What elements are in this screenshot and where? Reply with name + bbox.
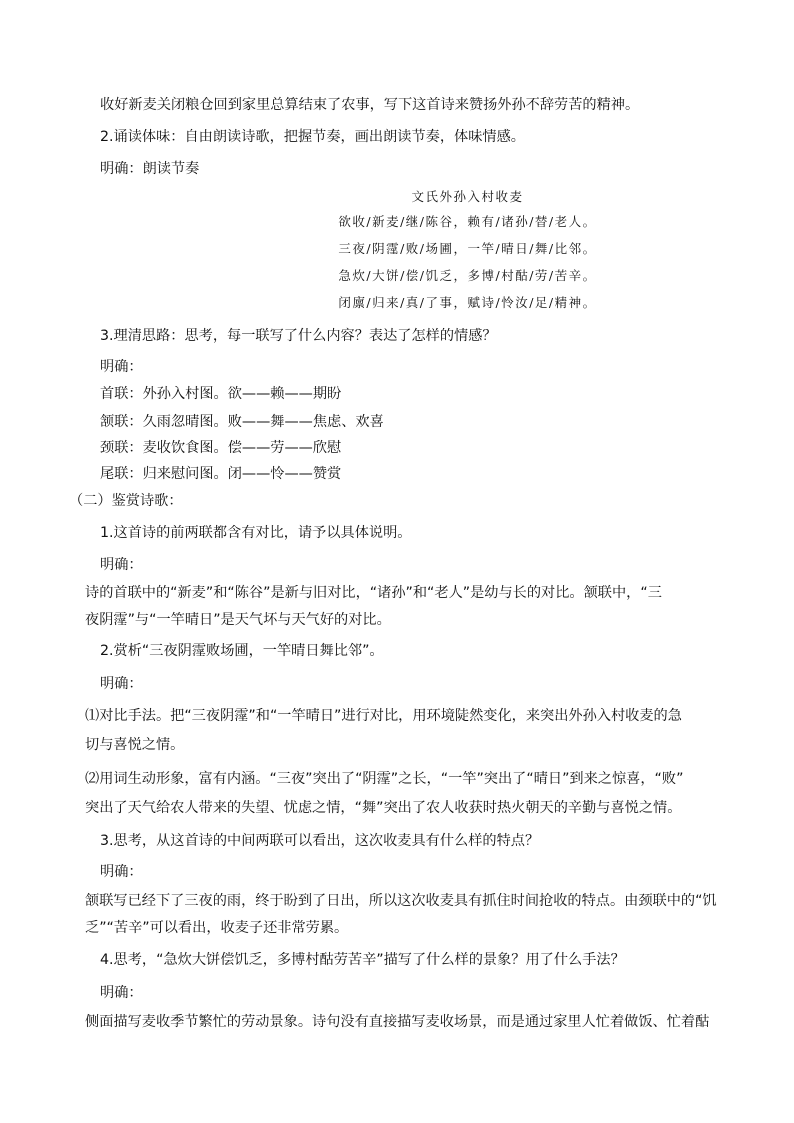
section-heading: （二）鉴赏诗歌： [69,493,183,509]
text-line: 突出了天气给农人带来的失望、忧虑之情，“舞”突出了农人收获时热火朝天的辛勤与喜悦之情。 [85,800,682,816]
text-line: 颔联写已经下了三夜的雨，终于盼到了日出，所以这次收麦具有抓住时间抢收的特点。由颈联中的“饥 [85,893,717,909]
text-line: 1.这首诗的前两联都含有对比，请予以具体说明。 [100,525,412,541]
text-line: 2.赏析“三夜阴霪败场圃，一竿晴日舞比邻”。 [100,643,384,659]
text-line: 3.理清思路：思考，每一联写了什么内容？表达了怎样的情感？ [100,328,497,344]
poem-line: 欲收/新麦/继/陈谷，赖有/诸孙/替/老人。 [338,214,597,229]
text-line: 明确： [100,864,143,880]
text-line: 首联：外孙入村图。欲——赖——期盼 [100,386,342,402]
text-line: 明确： [100,557,143,573]
text-line: 尾联：归来慰问图。闭——怜——赞赏 [100,466,342,482]
text-line: 4.思考，“急炊大饼偿饥乏，多博村酤劳苦辛”描写了什么样的景象？用了什么手法？ [100,952,625,968]
text-line: 侧面描写麦收季节繁忙的劳动景象。诗句没有直接描写麦收场景，而是通过家里人忙着做饭、忙着酤 [85,1014,710,1030]
text-line: 诗的首联中的“新麦”和“陈谷”是新与旧对比，“诸孙”和“老人”是幼与长的对比。颔联中，“三 [85,585,662,601]
text-line: 明确：朗读节奏 [100,161,200,177]
text-line: 明确： [100,985,143,1001]
poem-line: 急炊/大饼/偿/饥乏，多博/村酤/劳/苦辛。 [338,268,597,283]
text-line: 2.诵读体味：自由朗读诗歌，把握节奏，画出朗读节奏，体味情感。 [100,129,525,145]
text-line: 明确： [100,359,143,375]
text-line: 夜阴霪”与“一竿晴日”是天气坏与天气好的对比。 [85,612,391,628]
text-line: ⑵用词生动形象，富有内涵。“三夜”突出了“阴霪”之长，“一竿”突出了“晴日”到来之惊喜，“败” [85,771,684,787]
text-line: 明确： [100,676,143,692]
poem-line: 三夜/阴霪/败/场圃，一竿/晴日/舞/比邻。 [338,241,597,256]
text-line: 切与喜悦之情。 [85,737,185,753]
text-line: 颔联：久雨忽晴图。败——舞——焦虑、欢喜 [100,414,384,430]
text-line: 乏”“苦辛”可以看出，收麦子还非常劳累。 [85,920,349,936]
text-line: 颈联：麦收饮食图。偿——劳——欣慰 [100,440,342,456]
text-line: 收好新麦关闭粮仓回到家里总算结束了农事，写下这首诗来赞扬外孙不辞劳苦的精神。 [100,97,640,113]
text-line: ⑴对比手法。把“三夜阴霪”和“一竿晴日”进行对比，用环境陡然变化，来突出外孙入村收麦的急 [85,708,682,724]
poem-title: 文氏外孙入村收麦 [411,189,524,204]
text-line: 3.思考，从这首诗的中间两联可以看出，这次收麦具有什么样的特点？ [100,833,540,849]
poem-line: 闭廪/归来/真/了事，赋诗/怜汝/足/精神。 [338,295,597,310]
